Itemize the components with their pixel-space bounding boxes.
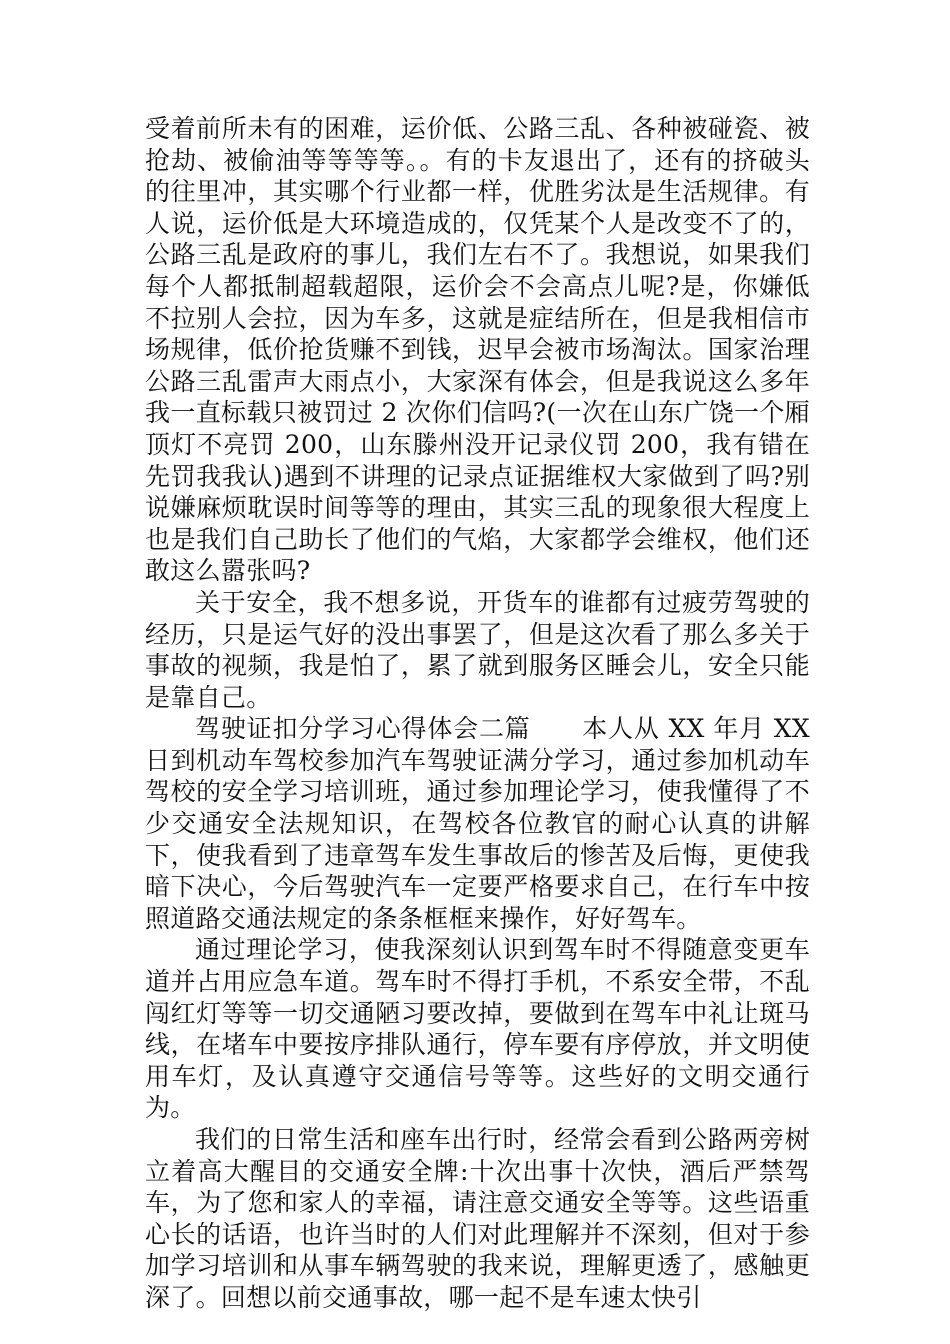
paragraph-3: 驾驶证扣分学习心得体会二篇 本人从 XX 年月 XX 日到机动车驾校参加汽车驾驶证满分学习，通过参加机动车驾校的安全学习培训班，通过参加理论学习，使我懂得了不少交通安全法规知识，在驾校各位教官的耐心认真的讲解下，使我看到了违章驾车发生事故后的惨苦及后悔，更使我暗下决心，今后驾驶汽车一定要严格要求自己，在行车中按照道路交通法规定的条条框框来操作，好好驾车。 (145, 714, 810, 933)
paragraph-5: 我们的日常生活和座车出行时，经常会看到公路两旁树立着高大醒目的交通安全牌:十次出事十次快，酒后严禁驾车，为了您和家人的幸福，请注意交通安全等等。这些语重心长的话语，也许当时的人们对此理解并不深刻，但对于参加学习培训和从事车辆驾驶的我来说，理解更透了，感触更深了。回想以前交通事故，哪一起不是车速太快引 (145, 1125, 810, 1312)
document-body (145, 113, 810, 1314)
paragraph-1: 受着前所未有的困难，运价低、公路三乱、各种被碰瓷、被抢劫、被偷油等等等等。。有的卡友退出了，还有的挤破头的往里冲，其实哪个行业都一样，优胜劣汰是生活规律。有人说，运价低是大环境造成的，仅凭某个人是改变不了的，公路三乱是政府的事儿，我们左右不了。我想说，如果我们每个人都抵制超载超限，运价会不会高点儿呢?是，你嫌低不拉别人会拉，因为车多，这就是症结所在，但是我相信市场规律，低价抢货赚不到钱，迟早会被市场淘汰。国家治理公路三乱雷声大雨点小，大家深有体会，但是我说这么多年我一直标载只被罚过 2 次你们信吗?(一次在山东广饶一个厢顶灯不亮罚 200，山东滕州没开记录仪罚 200，我有错在先罚我我认)遇到不讲理的记录点证据维权大家做到了吗?别说嫌麻烦耽误时间等等的理由，其实三乱的现象很大程度上也是我们自己助长了他们的气焰，大家都学会维权，他们还敢这么嚣张吗? (145, 114, 810, 586)
paragraph-4: 通过理论学习，使我深刻认识到驾车时不得随意变更车道并占用应急车道。驾车时不得打手机，不系安全带，不乱闯红灯等等一切交通陋习要改掉，要做到在驾车中礼让斑马线，在堵车中要按序排队通行，停车要有序停放，并文明使用车灯，及认真遵守交通信号等等。这些好的文明交通行为。 (145, 935, 810, 1123)
paragraph-2: 关于安全，我不想多说，开货车的谁都有过疲劳驾驶的经历，只是运气好的没出事罢了，但是这次看了那么多关于事故的视频，我是怕了，累了就到服务区睡会儿，安全只能是靠自己。 (145, 587, 810, 712)
